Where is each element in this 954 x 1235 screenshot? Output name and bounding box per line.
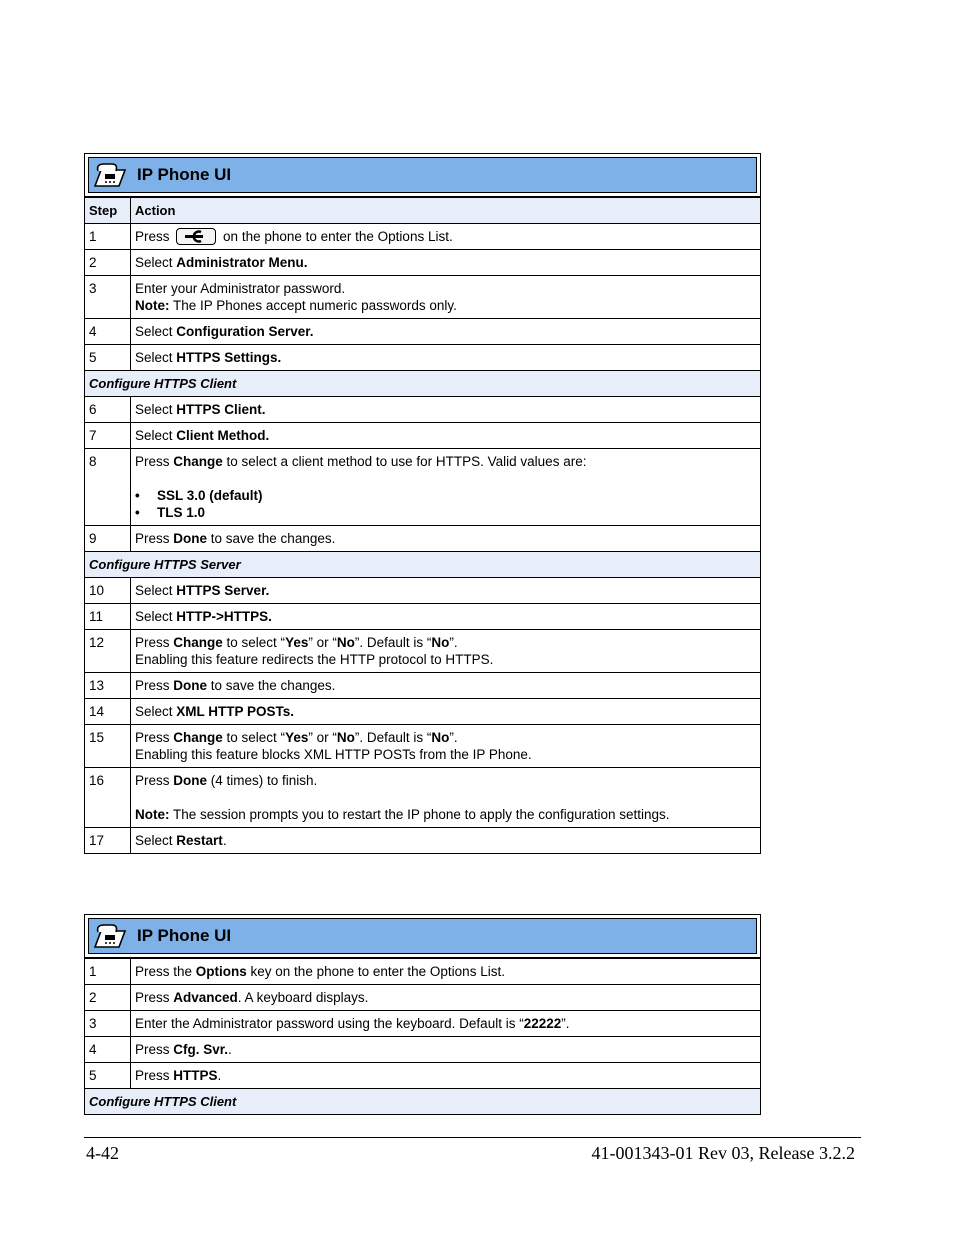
table-banner bbox=[84, 153, 761, 197]
step-number: 6 bbox=[85, 397, 131, 423]
action-cell: Press Done to save the changes. bbox=[131, 673, 761, 699]
note-label: Note: bbox=[135, 807, 170, 822]
section-title: Configure HTTPS Client bbox=[85, 1089, 761, 1115]
step-number: 2 bbox=[85, 985, 131, 1011]
section-row bbox=[85, 371, 761, 397]
step-number: 5 bbox=[85, 1063, 131, 1089]
table-row bbox=[85, 345, 761, 371]
banner-title: IP Phone UI bbox=[137, 926, 232, 945]
document-reference: 41-001343-01 Rev 03, Release 3.2.2 bbox=[591, 1143, 855, 1163]
action-cell: Select Restart. bbox=[131, 828, 761, 854]
list-item: • TLS 1.0 bbox=[135, 504, 756, 521]
step-number: 9 bbox=[85, 526, 131, 552]
table-row bbox=[85, 725, 761, 768]
action-cell: Select XML HTTP POSTs. bbox=[131, 699, 761, 725]
step-number: 13 bbox=[85, 673, 131, 699]
table-row bbox=[85, 526, 761, 552]
section-row bbox=[85, 1089, 761, 1115]
step-number: 4 bbox=[85, 319, 131, 345]
table-row bbox=[85, 397, 761, 423]
options-key-icon bbox=[176, 228, 216, 245]
table-row bbox=[85, 1037, 761, 1063]
footer-divider bbox=[84, 1137, 861, 1138]
action-cell: Select HTTPS Server. bbox=[131, 578, 761, 604]
step-number: 3 bbox=[85, 276, 131, 319]
step-number: 10 bbox=[85, 578, 131, 604]
banner-title: IP Phone UI bbox=[137, 165, 232, 184]
step-number: 2 bbox=[85, 250, 131, 276]
action-cell: Press Done (4 times) to finish. Note: The session prompts you to restart the IP phone to apply the configuration settings. bbox=[131, 768, 761, 828]
table-row bbox=[85, 673, 761, 699]
action-cell: Enter the Administrator password using the keyboard. Default is “22222”. bbox=[131, 1011, 761, 1037]
step-number: 5 bbox=[85, 345, 131, 371]
action-cell: Press on the phone to enter the Options List. bbox=[131, 224, 761, 250]
table-row bbox=[85, 224, 761, 250]
note-label: Note: bbox=[135, 298, 170, 313]
table-row bbox=[85, 768, 761, 828]
action-cell: Select Configuration Server. bbox=[131, 319, 761, 345]
ip-phone-icon bbox=[91, 160, 129, 190]
step-number: 12 bbox=[85, 630, 131, 673]
procedure-table-2 bbox=[84, 914, 761, 1115]
step-number: 14 bbox=[85, 699, 131, 725]
table-row bbox=[85, 630, 761, 673]
valid-values-list bbox=[135, 487, 756, 521]
table-row bbox=[85, 319, 761, 345]
step-number: 1 bbox=[85, 959, 131, 985]
page-number: 4-42 bbox=[86, 1143, 119, 1163]
step-number: 3 bbox=[85, 1011, 131, 1037]
ip-phone-icon bbox=[91, 921, 129, 951]
action-cell: Press Change to select “Yes” or “No”. Default is “No”. Enabling this feature blocks XML HTTP POSTs from the IP Phone. bbox=[131, 725, 761, 768]
table-row bbox=[85, 828, 761, 854]
table-row bbox=[85, 423, 761, 449]
section-title: Configure HTTPS Client bbox=[85, 371, 761, 397]
table-banner bbox=[84, 914, 761, 958]
table-row bbox=[85, 1011, 761, 1037]
table-row bbox=[85, 1063, 761, 1089]
step-number: 17 bbox=[85, 828, 131, 854]
table-row bbox=[85, 985, 761, 1011]
table-row bbox=[85, 699, 761, 725]
action-cell: Press Change to select a client method to use for HTTPS. Valid values are: • SSL 3.0 (default) • TLS 1.0 bbox=[131, 449, 761, 526]
step-number: 16 bbox=[85, 768, 131, 828]
table-row bbox=[85, 250, 761, 276]
step-header: Step bbox=[85, 198, 131, 224]
action-header: Action bbox=[131, 198, 761, 224]
procedure-table-1 bbox=[84, 153, 761, 854]
action-cell: Press HTTPS. bbox=[131, 1063, 761, 1089]
table-row bbox=[85, 959, 761, 985]
list-item: • SSL 3.0 (default) bbox=[135, 487, 756, 504]
table-row bbox=[85, 578, 761, 604]
step-number: 4 bbox=[85, 1037, 131, 1063]
section-row bbox=[85, 552, 761, 578]
action-cell: Select HTTPS Settings. bbox=[131, 345, 761, 371]
action-cell: Press the Options key on the phone to enter the Options List. bbox=[131, 959, 761, 985]
table-header-row bbox=[85, 198, 761, 224]
action-cell: Press Change to select “Yes” or “No”. Default is “No”. Enabling this feature redirects the HTTP protocol to HTTPS. bbox=[131, 630, 761, 673]
step-number: 11 bbox=[85, 604, 131, 630]
step-number: 7 bbox=[85, 423, 131, 449]
action-cell: Press Cfg. Svr.. bbox=[131, 1037, 761, 1063]
step-number: 15 bbox=[85, 725, 131, 768]
table-row bbox=[85, 604, 761, 630]
action-cell: Select HTTPS Client. bbox=[131, 397, 761, 423]
action-cell: Select HTTP->HTTPS. bbox=[131, 604, 761, 630]
action-cell: Press Done to save the changes. bbox=[131, 526, 761, 552]
step-number: 8 bbox=[85, 449, 131, 526]
table-row bbox=[85, 449, 761, 526]
action-cell: Select Client Method. bbox=[131, 423, 761, 449]
action-cell: Select Administrator Menu. bbox=[131, 250, 761, 276]
action-cell: Enter your Administrator password. Note: The IP Phones accept numeric passwords only. bbox=[131, 276, 761, 319]
step-number: 1 bbox=[85, 224, 131, 250]
section-title: Configure HTTPS Server bbox=[85, 552, 761, 578]
action-cell: Press Advanced. A keyboard displays. bbox=[131, 985, 761, 1011]
table-row bbox=[85, 276, 761, 319]
